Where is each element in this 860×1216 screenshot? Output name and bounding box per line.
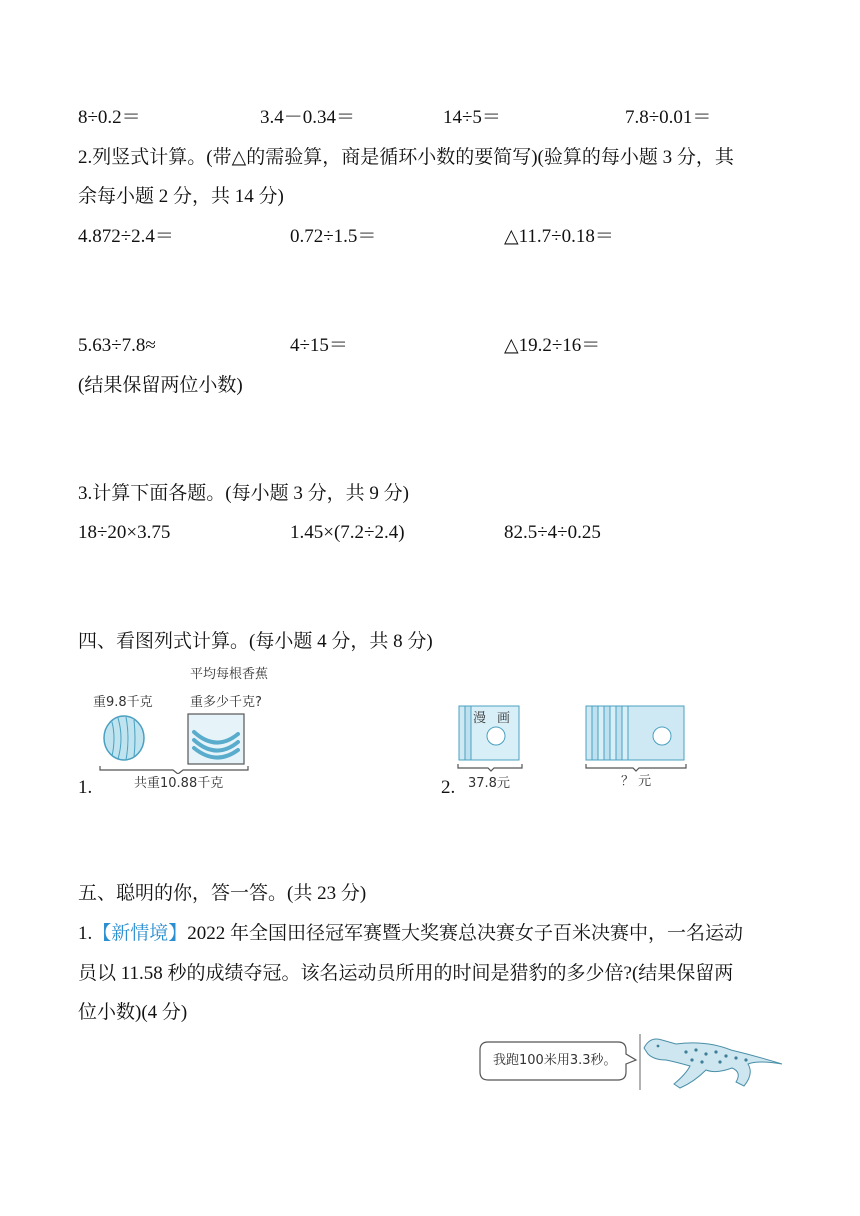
s4-p1-number: 1. bbox=[78, 777, 93, 798]
q2-expr-a3: △11.7÷0.18＝ bbox=[504, 226, 614, 247]
melon-banana-figure bbox=[98, 712, 258, 774]
s5-q1-number: 1. bbox=[78, 923, 93, 944]
s5-title: 五、聪明的你，答一答。(共 23 分) bbox=[78, 883, 367, 904]
book-char-2: 画 bbox=[497, 711, 511, 726]
price-known: 37.8元 bbox=[468, 776, 510, 791]
speech-bubble-text: 我跑100米用3.3秒。 bbox=[493, 1053, 617, 1068]
q2-expr-b2: 4÷15＝ bbox=[290, 335, 348, 356]
s5-q1-line1 bbox=[78, 924, 743, 943]
banana-question-line1: 平均每根香蕉 bbox=[190, 667, 269, 682]
q2-title-line2: 余每小题 2 分，共 14 分) bbox=[78, 186, 284, 207]
s4-p2-number: 2. bbox=[441, 777, 456, 798]
banana-question-line2: 重多少千克? bbox=[190, 695, 262, 710]
q2-note: (结果保留两位小数) bbox=[78, 375, 243, 396]
q2-expr-b3: △19.2÷16＝ bbox=[504, 335, 601, 356]
q3-item-3: 82.5÷4÷0.25 bbox=[504, 522, 601, 543]
s5-q1-text1: 2022 年全国田径冠军赛暨大奖赛总决赛女子百米决赛中，一名运动 bbox=[187, 923, 744, 944]
s5-q1-line2: 员以 11.58 秒的成绩夺冠。该名运动员所用的时间是猎豹的多少倍?(结果保留两 bbox=[78, 963, 734, 984]
s5-q1-line3: 位小数)(4 分) bbox=[78, 1002, 188, 1023]
q3-title: 3.计算下面各题。(每小题 3 分，共 9 分) bbox=[78, 483, 409, 504]
q2-expr-a1: 4.872÷2.4＝ bbox=[78, 226, 174, 247]
book-char-1: 漫 bbox=[473, 711, 487, 726]
q2-expr-a2: 0.72÷1.5＝ bbox=[290, 226, 377, 247]
expr-3: 14÷5＝ bbox=[443, 107, 501, 128]
cheetah-icon bbox=[636, 1030, 786, 1092]
q3-item-1: 18÷20×3.75 bbox=[78, 522, 171, 543]
expr-2: 3.4－0.34＝ bbox=[260, 107, 356, 128]
comic-books-large-stack bbox=[584, 704, 690, 772]
banana-box-icon bbox=[188, 714, 244, 764]
expr-4: 7.8÷0.01＝ bbox=[625, 107, 712, 128]
q2-expr-b1: 5.63÷7.8≈ bbox=[78, 335, 156, 356]
melon-weight-label: 重9.8千克 bbox=[93, 695, 153, 710]
comic-books-small-stack bbox=[456, 704, 526, 772]
s4-title: 四、看图列式计算。(每小题 4 分，共 8 分) bbox=[78, 631, 433, 652]
expr-1: 8÷0.2＝ bbox=[78, 107, 141, 128]
total-brace bbox=[100, 766, 248, 774]
watermelon-icon bbox=[104, 716, 144, 760]
q2-title-line1: 2.列竖式计算。(带△的需验算，商是循环小数的要简写)(验算的每小题 3 分，其 bbox=[78, 147, 734, 168]
total-weight-label: 共重10.88千克 bbox=[134, 776, 224, 791]
q3-item-2: 1.45×(7.2÷2.4) bbox=[290, 522, 405, 543]
price-unknown: ？ 元 bbox=[621, 774, 652, 789]
new-context-tag: 【新情境】 bbox=[92, 923, 188, 944]
